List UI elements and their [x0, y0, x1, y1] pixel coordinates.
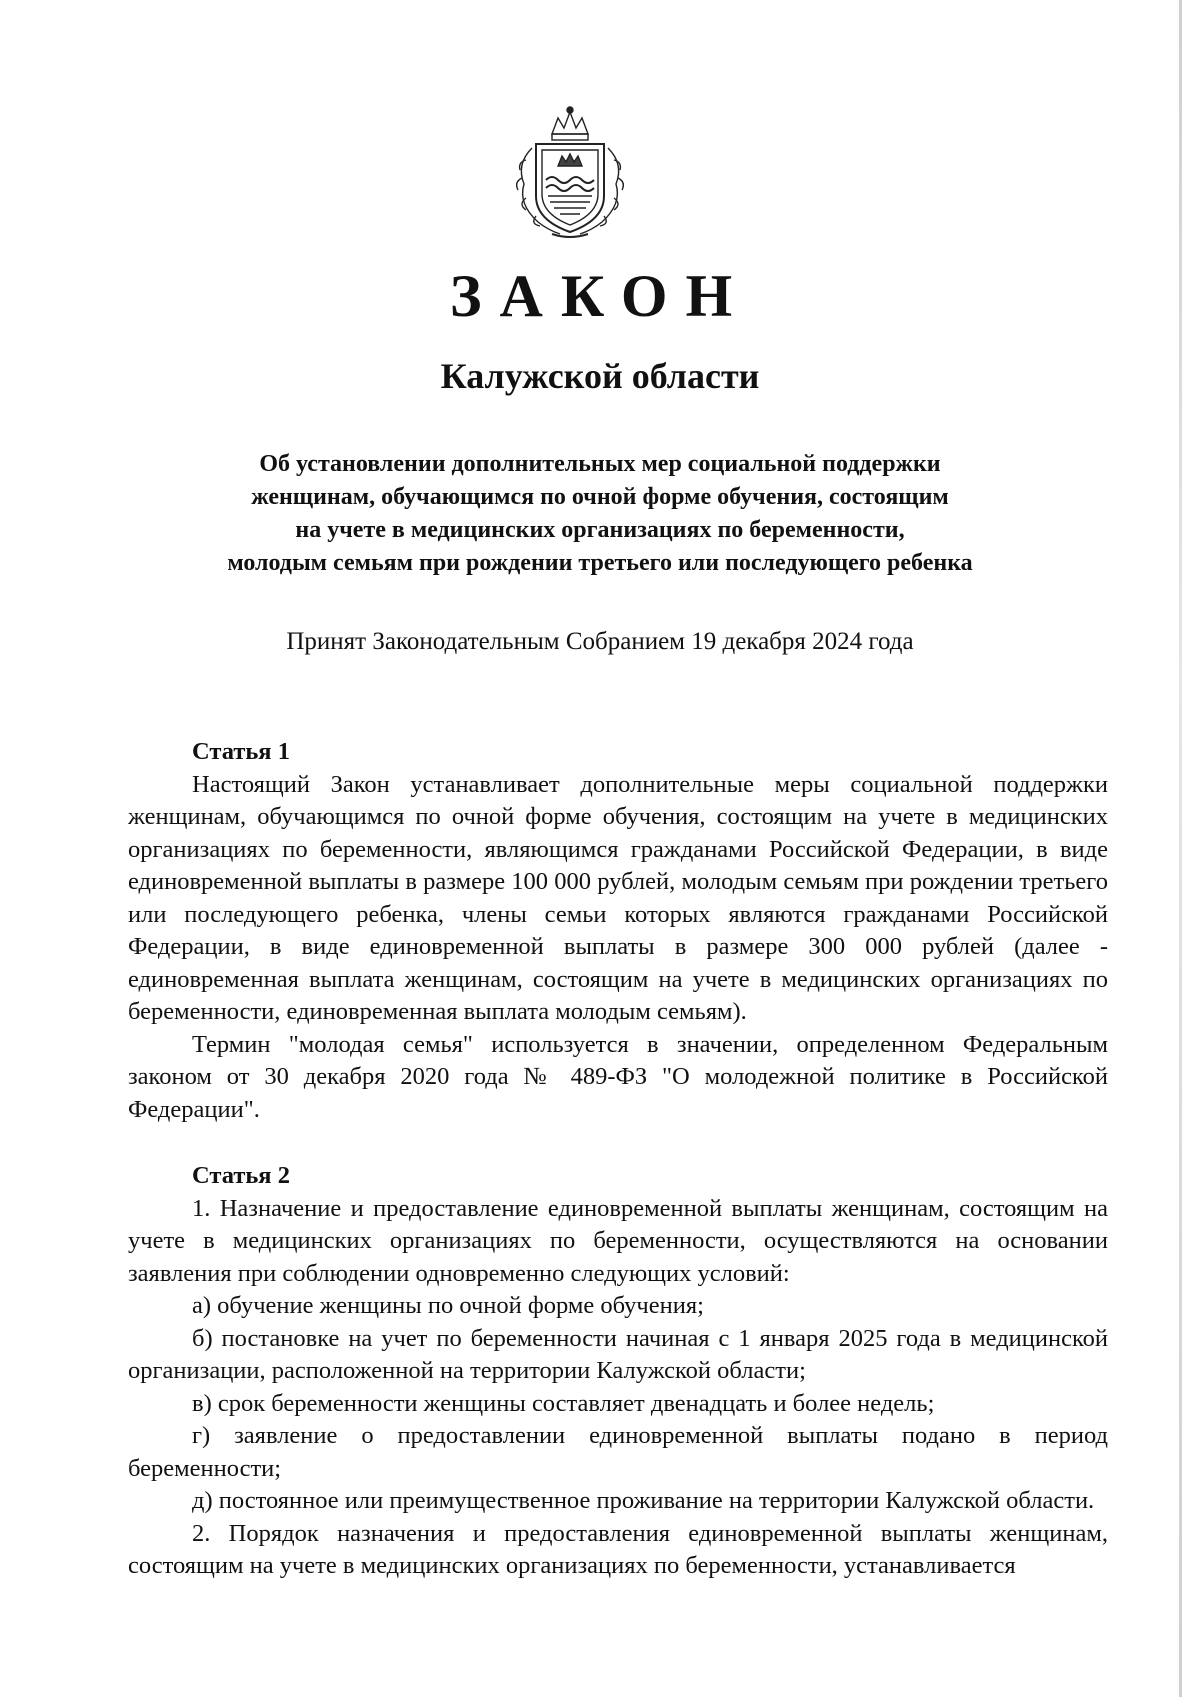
article-2-paragraph: 2. Порядок назначения и предоставления единовременной выплаты женщинам, состоящим на учете в медицинских организациях по беременности, устанавливается: [128, 1519, 1108, 1579]
adoption-statement: Принят Законодательным Собранием 19 декабря 2024 года: [286, 628, 914, 655]
law-name-line: молодым семьям при рождении третьего или последующего ребенка: [227, 550, 973, 576]
law-name: [130, 448, 1070, 580]
kaluga-coat-of-arms-icon: [508, 104, 632, 240]
article-2-subitem: д) постоянное или преимущественное проживание на территории Калужской области.: [192, 1487, 1095, 1514]
article-2-subitem: б) постановке на учет по беременности начиная с 1 января 2025 года в медицинской организации, расположенной на территории Калужской области;: [128, 1324, 1108, 1384]
article-2-paragraph: 1. Назначение и предоставление единовременной выплаты женщинам, состоящим на учете в медицинских организациях по беременности, осуществляются на основании заявления при соблюдении одновременно следующих условий:: [128, 1194, 1108, 1287]
article-1-paragraph: Настоящий Закон устанавливает дополнительные меры социальной поддержки женщинам, обучающимся по очной форме обучения, состоящим на учете в медицинских организациях по беременности, являющимся гражданами Российской Федерации, в виде единовременной выплаты в размере 100 000 рублей, молодым семьям при рождении третьего или последующего ребенка, члены семьи которых являются гражданами Российской Федерации, в виде единовременной выплаты в размере 300 000 рублей (далее - единовременная выплата женщинам, состоящим на учете в медицинских организациях по беременности, единовременная выплата молодым семьям).: [128, 770, 1108, 1025]
article-1-paragraph: Термин "молодая семья" используется в значении, определенном Федеральным законом от 30 декабря 2020 года № 489-ФЗ "О молодежной политике в Российской Федерации".: [128, 1030, 1108, 1123]
article-1-title: Статья 1: [192, 738, 290, 765]
law-name-line: на учете в медицинских организациях по беременности,: [295, 517, 905, 543]
law-name-line: Об установлении дополнительных мер социальной поддержки: [259, 451, 941, 477]
article-2-title: Статья 2: [192, 1162, 290, 1189]
scan-edge-line: [1179, 0, 1182, 1697]
document-subtitle: Калужской области: [440, 356, 760, 396]
article-2-subitem: а) обучение женщины по очной форме обучения;: [192, 1292, 704, 1319]
article-2-subitem: в) срок беременности женщины составляет двенадцать и более недель;: [192, 1389, 935, 1417]
document-title: ЗАКОН: [449, 263, 751, 329]
article-spacer: [128, 1126, 1108, 1160]
law-name-line: женщинам, обучающимся по очной форме обучения, состоящим: [251, 484, 949, 510]
article-2-subitem: г) заявление о предоставлении единовременной выплаты подано в период беременности;: [128, 1422, 1108, 1482]
document-body: [128, 736, 1108, 1583]
